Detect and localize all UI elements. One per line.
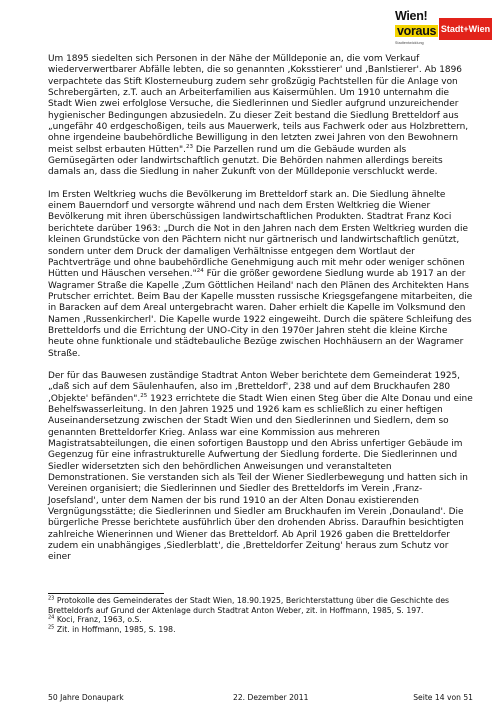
footnote-text: Protokolle des Gemeinderates der Stadt Wien, 18.90.1925, Berichterstattung über die Geschichte des Bretteldorfs auf Grund der Aktenlage durch Stadtrat Anton Weber, zit. in Hoffmann, 1985, S. 197. <box>48 596 450 615</box>
footer-date: 22. Dezember 2011 <box>233 693 309 702</box>
footnote-mark: 23 <box>48 595 55 602</box>
footnotes <box>48 596 473 635</box>
paragraph-2-text-end: Für die größer gewordene Siedlung wurde ab 1917 an der Wagramer Straße die Kapelle ‚Zum Göttlichen Heiland' nach den Plänen des Architekten Hans Prutscher errichtet. Beim Bau der Kapelle mussten russische Kriegsgefangene mitarbeiten, die in Baracken auf dem Areal untergebracht waren. Daher erhielt die Kapelle im Volksmund den Namen ‚Russenkircherl'. Die Kapelle wurde 1922 eingeweiht. Durch die spätere Schleifung des Bretteldorfs und die Errichtung der UNO-City in den 1970er Jahren steht die kleine Kirche heute ohne funktionale und städtebauliche Bezüge zwischen Hochhäusern an der Wagramer Straße. <box>48 269 473 359</box>
paragraph-1 <box>48 54 473 179</box>
footnote-mark: 24 <box>48 614 55 621</box>
footer-title: 50 Jahre Donaupark <box>48 693 124 702</box>
footnote-text: Koci, Franz, 1963, o.S. <box>54 615 142 625</box>
stadt-wien-logo: Stadt+Wien <box>439 18 492 40</box>
page-footer <box>48 693 473 703</box>
wien-voraus-logo <box>395 10 435 52</box>
footnote-text: Zit. in Hoffmann, 1985, S. 198. <box>54 625 176 635</box>
footnote-item <box>48 615 473 625</box>
footnote-item <box>48 596 473 615</box>
footnote-ref-24: 24 <box>196 268 204 275</box>
logo-line-1: Wien! <box>395 9 428 23</box>
paragraph-3 <box>48 371 473 564</box>
paragraph-3-text-end: 1923 errichtete die Stadt Wien einen Steg über die Alte Donau und eine Behelfswasserleitung. In den Jahren 1925 und 1926 kam es schließlich zu einer heftigen Auseinandersetzung zwischen der Stadt Wien und den Siedlerinnen und Siedlern, dem so genannten Bretteldorfer Krieg. Anlass war eine Kommission aus mehreren Magistratsabteilungen, die einen sofortigen Baustopp und den Abriss unfertiger Gebäude im Gegenzug für eine infrastrukturelle Aufwertung der Siedlung forderte. Die Siedlerinnen und Siedler widersetzten sich den behördlichen Anweisungen und veranstalteten Demonstrationen. Sie verstanden sich als Teil der Wiener Siedlerbewegung und hatten sich in Vereinen organisiert; die Siedlerinnen und Siedler des Bretteldorfs im Verein ‚Franz-Josefsland', unter dem Namen der bis rund 1910 an der Alten Donau existierenden Vergnügungsstätte; die Siedlerinnen und Siedler am Bruckhaufen im Verein ‚Donauland'. Die bürgerliche Presse berichtete ausführlich über den drohenden Abriss. Daraufhin besichtigten zahlreiche Wienerinnen und Wiener das Bretteldorf. Ab April 1926 gaben die Bretteldorfer zudem ein unabhängiges ‚Siedlerblatt', die ‚Bretteldorfer Zeitung' heraus zum Schutz vor einer <box>48 393 473 563</box>
footnote-divider <box>48 593 164 594</box>
footnote-item <box>48 625 473 635</box>
paragraph-2 <box>48 190 473 360</box>
paragraph-3-text: Der für das Bauwesen zuständige Stadtrat Anton Weber berichtete dem Gemeinderat 1925, „daß sich auf dem Säulenhaufen, also im ‚Bretteldorf', 238 und auf dem Bruckhaufen 280 ‚Objekte' befänden". <box>48 370 461 404</box>
logo-line-2: voraus <box>397 23 437 38</box>
logo-line-3: Stadtentwicklung <box>395 40 424 45</box>
paragraph-1-text: Um 1895 siedelten sich Personen in der Nähe der Mülldeponie an, die vom Verkauf wiederverwertbarer Abfälle lebten, die so genannten ‚Koksstierer' und ‚Banlstierer'. Ab 1896 verpachtete das Stift Klosterneuburg zudem sehr großzügig Pachtstellen für die Anlage von Schrebergärten, z.T. auch an Arbeiterfamilien aus Kaisermühlen. Um 1910 unternahm die Stadt Wien zwei erfolglose Versuche, die Siedlerinnen und Siedler aufgrund unzureichender hygienischer Bedingungen abzusiedeln. Zu dieser Zeit bestand die Siedlung Bretteldorf aus „ungefähr 40 erdgeschoßigen, teils aus Mauerwerk, teils aus Fachwerk oder aus Holzbrettern, ohne irgendeine baubehördliche Bewilligung in den letzten zwei Jahren von den Bewohnern meist selbst erbauten Hütten". <box>48 54 469 155</box>
footnote-ref-23: 23 <box>186 143 194 150</box>
footer-page-number: Seite 14 von 51 <box>413 693 473 702</box>
footnote-ref-25: 25 <box>140 392 148 399</box>
paragraph-2-text: Im Ersten Weltkrieg wuchs die Bevölkerung im Bretteldorf stark an. Die Siedlung ähnelte einem Bauerndorf und versorgte während und nach dem Ersten Weltkrieg die Wiener Bevölkerung mit ihren überschüssigen landwirtschaftlichen Produkten. Stadtrat Franz Koci berichtete darüber 1963: „Durch die Not in den Jahren nach dem Ersten Weltkrieg wurden die kleinen Grundstücke von den Pächtern nicht nur gärtnerisch und landwirtschaftlich genützt, sondern unter dem Druck der damaligen Verhältnisse entgegen dem Wortlaut der Pachtverträge und ohne baubehördliche Genehmigung auch mit mehr oder weniger schönen Hütten und Häuschen versehen." <box>48 189 468 280</box>
header-logos <box>395 10 492 52</box>
paragraph-1-text-end: Die Parzellen rund um die Gebäude wurden als Gemüsegärten oder landwirtschaftlich genutzt. Die Behörden nahmen allerdings bereits damals an, dass die Siedlung in naher Zukunft von der Mülldeponie verschluckt werde. <box>48 144 443 178</box>
document-body <box>48 54 473 564</box>
footnote-mark: 25 <box>48 624 55 631</box>
